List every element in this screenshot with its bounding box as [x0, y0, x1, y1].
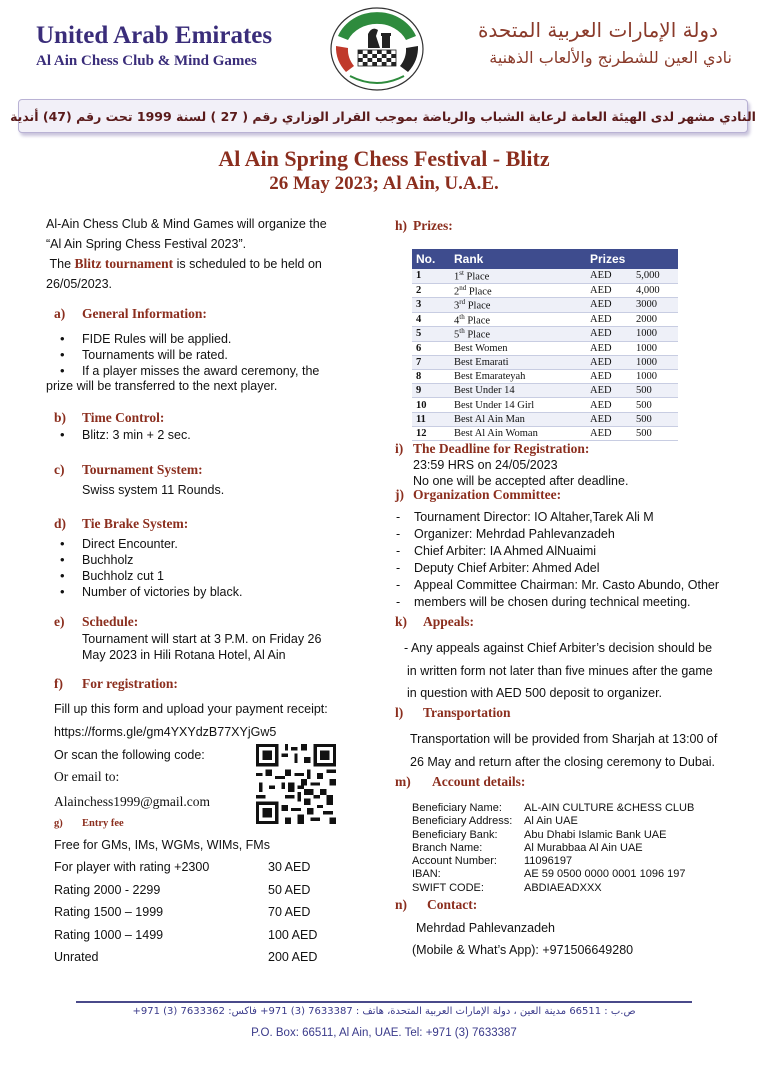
table-row: [412, 355, 678, 369]
prize-rank: 2nd Place: [450, 283, 586, 298]
contact-name: Mehrdad Pahlevanzadeh: [416, 921, 555, 935]
page-subtitle: 26 May 2023; Al Ain, U.A.E.: [269, 173, 499, 194]
transport-line: Transportation will be provided from Sharjah at 13:00 of: [410, 732, 718, 746]
prize-table: [412, 249, 678, 441]
prize-currency: AED: [586, 370, 632, 384]
section-n-heading: [395, 897, 477, 913]
table-row: [412, 412, 678, 426]
entry-fee-table: [54, 856, 354, 969]
schedule-line: May 2023 in Hili Rotana Hotel, Al Ain: [82, 648, 286, 662]
account-field-value: ABDIAEADXXX: [524, 881, 602, 894]
prize-currency: AED: [586, 269, 632, 283]
section-d-list: [54, 536, 354, 600]
section-l-text: [410, 728, 755, 773]
registration-banner: [10, 99, 756, 133]
fee-amount: 30 AED: [268, 860, 311, 875]
list-item: • Buchholz cut 1: [54, 568, 354, 584]
prize-currency: AED: [586, 312, 632, 327]
section-letter: j): [395, 487, 404, 502]
prize-currency: AED: [586, 355, 632, 369]
account-row: [412, 882, 742, 895]
prize-amount: 5,000: [632, 269, 678, 283]
section-m-heading: [395, 774, 525, 790]
table-row: [412, 327, 678, 342]
continuation-text: members will be chosen during technical meeting.: [414, 595, 691, 609]
list-item: • Direct Encounter.: [54, 536, 354, 552]
fee-label: Rating 2000 - 2299: [54, 882, 161, 897]
registration-email[interactable]: Alainchess1999@gmail.com: [54, 794, 211, 809]
prize-currency: AED: [586, 283, 632, 298]
prize-amount: 500: [632, 398, 678, 412]
section-letter: g): [54, 818, 63, 829]
section-b-list: [54, 427, 354, 443]
section-title: Time Control:: [82, 410, 165, 425]
banner-text: النادي مشهر لدى الهيئة العامة لرعاية الشباب والرياضة بموجب القرار الوزاري رقم ( 27 ) لسنة 1999 تحت رقم (47) أندية: [10, 108, 756, 124]
prize-amount: 2000: [632, 312, 678, 327]
footer-arabic-address: ص.ب : 66511 مدينة العين ، دولة الإمارات العربية المتحدة، هاتف : 7633387 (3) 971+ فاكس: 7633362 (3) 971+: [132, 1006, 636, 1017]
section-letter: h): [395, 218, 408, 233]
prize-amount: 1000: [632, 355, 678, 369]
account-row: [412, 829, 742, 842]
prize-rank: Best Emarateyah: [450, 370, 586, 384]
table-row: [412, 370, 678, 384]
column-header: No.: [412, 249, 450, 269]
intro-line: 26/05/2023.: [46, 276, 113, 291]
prize-rank: Best Under 14: [450, 384, 586, 398]
header-arabic-subtitle: نادي العين للشطرنج والألعاب الذهنية: [489, 48, 732, 67]
prize-rank: Best Emarati: [450, 355, 586, 369]
section-title: Organization Committee:: [413, 487, 562, 502]
section-letter: l): [395, 705, 404, 720]
list-item: - Deputy Chief Arbiter: Ahmed Adel: [396, 560, 746, 577]
page-title: Al Ain Spring Chess Festival - Blitz: [218, 146, 550, 171]
section-k-heading: [395, 614, 474, 630]
section-title: Entry fee: [82, 818, 124, 829]
prize-currency: AED: [586, 412, 632, 426]
section-title: Tie Brake System:: [82, 516, 189, 531]
section-i-text: [413, 457, 628, 489]
section-l-heading: [395, 705, 511, 721]
account-field-value: AL-AIN CULTURE &CHESS CLUB: [524, 802, 695, 814]
registration-qr-code[interactable]: [256, 744, 336, 824]
fee-label: Unrated: [54, 950, 99, 965]
account-field-label: IBAN:: [412, 868, 441, 881]
prize-currency: AED: [586, 327, 632, 342]
section-j-heading: [395, 487, 561, 503]
scan-code-label: Or scan the following code:: [54, 748, 205, 762]
account-field-label: Account Number:: [412, 855, 497, 868]
section-f-heading: [54, 676, 178, 692]
account-field-value: Al Murabbaa Al Ain UAE: [524, 841, 643, 854]
intro-line-pre: The: [49, 257, 72, 271]
footer-divider: [76, 1001, 692, 1003]
deadline-line: No one will be accepted after deadline.: [413, 474, 629, 488]
table-row: [412, 269, 678, 283]
prize-number: 10: [412, 398, 450, 412]
account-row: [412, 842, 742, 855]
prize-amount: 500: [632, 384, 678, 398]
list-item: - Tournament Director: IO Altaher,Tarek Ali M: [396, 509, 746, 526]
prize-amount: 3000: [632, 298, 678, 313]
section-i-heading: [395, 441, 589, 457]
section-letter: b): [54, 410, 67, 425]
fee-label: Rating 1000 – 1499: [54, 927, 164, 942]
fee-row: [54, 901, 354, 924]
section-h-heading: [395, 218, 453, 234]
section-k-text: [400, 637, 750, 705]
prize-currency: AED: [586, 341, 632, 355]
prize-currency: AED: [586, 426, 632, 440]
section-title: Transportation: [423, 705, 511, 720]
prize-number: 8: [412, 370, 450, 384]
transport-line: 26 May and return after the closing ceremony to Dubai.: [410, 754, 716, 769]
intro-line-post: is scheduled to be held on: [176, 257, 322, 271]
section-letter: m): [395, 774, 411, 789]
intro-line: “Al Ain Spring Chess Festival 2023”.: [46, 236, 247, 251]
column-header: Prizes: [586, 249, 678, 269]
prize-currency: AED: [586, 398, 632, 412]
table-row: [412, 426, 678, 440]
prize-number: 6: [412, 341, 450, 355]
registration-link[interactable]: https://forms.gle/gm4YXYdzB77XYjGw5: [54, 725, 277, 739]
section-a-heading: [54, 306, 207, 322]
header-english-title: United Arab Emirates: [36, 22, 273, 49]
intro-paragraph: [46, 215, 346, 294]
fee-amount: 200 AED: [268, 950, 318, 965]
section-title: The Deadline for Registration:: [413, 441, 590, 456]
list-item: • Buchholz: [54, 552, 354, 568]
fee-amount: 100 AED: [268, 927, 318, 942]
section-c-heading: [54, 462, 203, 478]
prize-rank: Best Under 14 Girl: [450, 398, 586, 412]
list-item: - Organizer: Mehrdad Pahlevanzadeh: [396, 526, 746, 543]
list-item: • Blitz: 3 min + 2 sec.: [54, 427, 354, 443]
prize-rank: Best Al Ain Man: [450, 412, 586, 426]
prize-number: 5: [412, 327, 450, 342]
fee-label: For player with rating +2300: [54, 860, 210, 875]
table-row: [412, 298, 678, 313]
section-letter: a): [54, 306, 66, 321]
list-item: - Chief Arbiter: IA Ahmed AlNuaimi: [396, 543, 746, 560]
prize-amount: 500: [632, 426, 678, 440]
prize-rank: Best Al Ain Woman: [450, 426, 586, 440]
header-arabic-title: دولة الإمارات العربية المتحدة: [477, 18, 718, 42]
fee-row: [54, 946, 354, 969]
blitz-tournament-highlight: Blitz tournament: [74, 256, 174, 271]
list-item: • FIDE Rules will be applied.: [54, 331, 354, 347]
list-item: - Appeal Committee Chairman: Mr. Casto Abundo, Other: [396, 577, 746, 594]
section-b-heading: [54, 410, 164, 426]
section-letter: c): [54, 462, 65, 477]
contact-phone[interactable]: (Mobile & What’s App): +971506649280: [412, 943, 634, 957]
column-header: Rank: [450, 249, 586, 269]
account-field-label: Beneficiary Bank:: [412, 828, 498, 841]
schedule-line: Tournament will start at 3 P.M. on Friday 26: [82, 632, 322, 646]
prize-rank: 1st Place: [450, 269, 586, 283]
section-a-list: [54, 331, 354, 379]
footer-english-address: P.O. Box: 66511, Al Ain, UAE. Tel: +971 (3) 7633387: [251, 1027, 517, 1039]
section-title: General Information:: [82, 306, 207, 321]
section-title: Schedule:: [82, 614, 139, 629]
prize-rank: Best Women: [450, 341, 586, 355]
fee-amount: 50 AED: [268, 882, 311, 897]
appeals-line: in written form not later than five minues after the game: [407, 663, 713, 678]
prize-number: 4: [412, 312, 450, 327]
section-e-text: [82, 631, 352, 663]
list-item-continuation: [396, 594, 746, 611]
appeals-line: in question with AED 500 deposit to organizer.: [407, 686, 663, 700]
prize-rank: 5th Place: [450, 327, 586, 342]
section-letter: n): [395, 897, 408, 912]
prize-number: 3: [412, 298, 450, 313]
account-field-label: Beneficiary Name:: [412, 802, 502, 814]
account-field-value: Al Ain UAE: [524, 815, 578, 828]
account-details: [412, 802, 742, 895]
list-item: • Tournaments will be rated.: [54, 347, 354, 363]
appeals-line: - Any appeals against Chief Arbiter’s decision should be: [404, 641, 713, 655]
section-title: Account details:: [432, 774, 526, 789]
section-e-heading: [54, 614, 138, 630]
prize-number: 12: [412, 426, 450, 440]
account-row: [412, 802, 742, 815]
prize-number: 9: [412, 384, 450, 398]
account-row: [412, 815, 742, 828]
fee-row: [54, 879, 354, 902]
section-title: Appeals:: [423, 614, 475, 629]
section-letter: i): [395, 441, 404, 456]
fee-label: Rating 1500 – 1999: [54, 905, 164, 920]
section-title: Contact:: [427, 897, 478, 912]
table-row: [412, 341, 678, 355]
section-a-continuation: prize will be transferred to the next player.: [46, 379, 278, 393]
registration-instructions: Fill up this form and upload your payment receipt:: [54, 702, 328, 716]
account-row: [412, 868, 742, 881]
table-row: [412, 312, 678, 327]
free-entry-note: Free for GMs, IMs, WGMs, WIMs, FMs: [54, 838, 270, 852]
section-c-text: Swiss system 11 Rounds.: [82, 483, 225, 497]
account-field-label: SWIFT CODE:: [412, 881, 484, 894]
table-row: [412, 384, 678, 398]
header-english-subtitle: Al Ain Chess Club & Mind Games: [36, 53, 257, 69]
account-field-value: AE 59 0500 0000 0001 1096 197: [524, 868, 686, 881]
prize-number: 7: [412, 355, 450, 369]
prize-table-header: [412, 249, 678, 269]
account-field-label: Branch Name:: [412, 841, 483, 854]
section-title: Tournament System:: [82, 462, 203, 477]
prize-amount: 1000: [632, 327, 678, 342]
account-field-label: Beneficiary Address:: [412, 815, 513, 828]
intro-line: Al-Ain Chess Club & Mind Games will organize the: [46, 217, 327, 231]
account-field-value: 11096197: [524, 855, 573, 868]
prize-amount: 4,000: [632, 283, 678, 298]
section-d-heading: [54, 516, 188, 532]
account-field-value: Abu Dhabi Islamic Bank UAE: [524, 828, 667, 841]
table-row: [412, 283, 678, 298]
section-letter: e): [54, 614, 65, 629]
intro-line: [46, 254, 346, 275]
email-label: Or email to:: [54, 769, 120, 784]
deadline-line: 23:59 HRS on 24/05/2023: [413, 458, 558, 472]
table-row: [412, 398, 678, 412]
club-logo: [328, 6, 426, 92]
prize-currency: AED: [586, 384, 632, 398]
prize-rank: 3rd Place: [450, 298, 586, 313]
prize-number: 2: [412, 283, 450, 298]
prize-amount: 1000: [632, 370, 678, 384]
fee-row: [54, 856, 354, 879]
fee-row: [54, 924, 354, 947]
prize-number: 11: [412, 412, 450, 426]
list-item: • If a player misses the award ceremony, the: [54, 363, 354, 379]
section-j-list: [396, 509, 746, 611]
prize-number: 1: [412, 269, 450, 283]
prize-amount: 500: [632, 412, 678, 426]
section-title: For registration:: [82, 676, 178, 691]
section-title: Prizes:: [413, 218, 453, 233]
section-g-heading: [54, 818, 124, 829]
section-letter: f): [54, 676, 63, 691]
list-item: • Number of victories by black.: [54, 584, 354, 600]
prize-rank: 4th Place: [450, 312, 586, 327]
prize-currency: AED: [586, 298, 632, 313]
section-letter: k): [395, 614, 408, 629]
prize-amount: 1000: [632, 341, 678, 355]
fee-amount: 70 AED: [268, 905, 311, 920]
section-letter: d): [54, 516, 67, 531]
account-row: [412, 855, 742, 868]
